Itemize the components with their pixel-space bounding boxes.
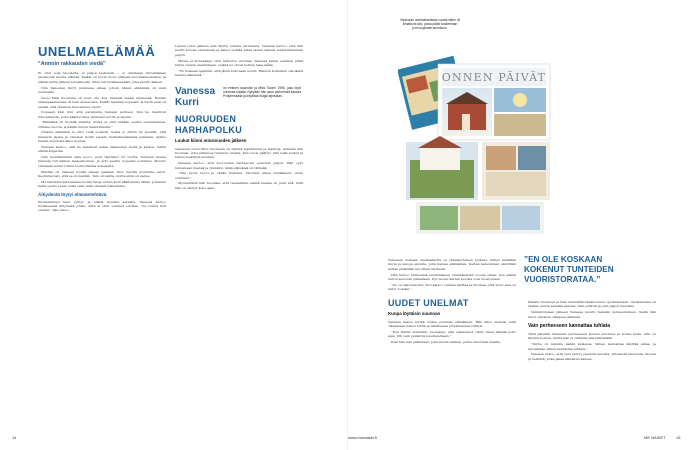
paragraph: Palasin Suomeen ja hain ammattikorkeakouluun opiskelemaan. Opiskeluaika oli raskas, mutta samalla antoisa. Sain ystäviä ja opin paljon itsestäni. [528, 300, 656, 309]
paragraph: Valmistumisen jälkeen Vanessa muutti takaisin kotiseudulleen. Siellä hän tunsi olevansa oikeassa paikassa. [528, 310, 656, 319]
paragraph: ”Perhe on minulle kaikki kaikessa. Siihen kannattaa käyttää aikaa, ja ainoastaan siihen kannattaa tuhlata.” [528, 342, 656, 351]
paragraph: Vuosi Miss Suomena oli juuri ohi, kun Vanessa tapasi miehensä. Heidän ensitapaamisensa oli kuin elokuvasta. Kaikki tapahtui nopeasti, ja hyvin pian oli selvää, että yhteinen tulevaisuus odotti. [38, 95, 166, 109]
paragraph: Omasta elämästä ei ollut vielä puhetta, mutta jo silloin he tiesivät, että haluavat lapsia ja yhteisen kodin jossain rauhallisemmassa paikassa. Ajatus maalle muutosta alkoi kypsyä. [38, 130, 166, 144]
profile-name: Vanessa Kurri [175, 85, 216, 108]
paragraph: Vanessa uskoo, että onni syntyy pienistä asioista: yhteisistä aterioista, illoista ja hetkistä, jotka jakaa läheisten kanssa. [528, 352, 656, 361]
paragraph: Me kävimme katsomassa monia taloja ennen kuin päädyimme tähän. Jokainen kerta opetti jotain uutta siitä, mitä oikeasti halusimme. [38, 179, 166, 189]
page-number-right: 15 [676, 435, 681, 440]
paragraph: ”Kun lähdin etsimään, huomasin, että vastaukset olivat olleet lähellä koko ajan. Piti vain pysähtyä kuuntelemaan.” [388, 329, 516, 339]
paragraph: Vanessan vuosi Miss Suomena oli täynnä tapahtumia ja matkoja. Samalla hän huomasi, ettei julkisuus tuntunut omalta. Kun vuosi päättyi, hän sulki luukut ja halusi keskittyä muuhun. [175, 146, 303, 160]
magazine-name: ME NAISET [644, 435, 666, 440]
paragraph: Ensimmäinen lapsi syntyi, ja elämä muuttui kerralla. Vanessa kertoo löytäneensä äitiydestä jotain, mitä ei ollut osannut odottaa. ”Se tuntui heti omalta”, hän sanoo. [38, 199, 166, 213]
paragraph: Meidän oli vaikeaa löytää oikeaa paikkaa. Kun lopulta löysimme talon, tiesimme heti, että se oli meidän. Talo oli vanha, mutta siinä oli sielua. [38, 169, 166, 179]
paragraph: Lasten tulon jälkeen arki täyttyi uusista rutiineista. Vanessa kertoo, että hän nautti kotona olemisesta ja halusi viettää aikaa lasten kanssa mahdollisimman paljon. [175, 44, 303, 57]
section-subtitle-2: Luukut kiinni missivuoden jälkeen [175, 137, 247, 143]
paragraph: ”En koskaan ajatellut, että jäisin kokonaan kotiin. Halusin kuitenkin olla läsnä lasteni elämässä.” [175, 68, 303, 78]
paragraph: Vanessan mukaan unelmakartta on yksinkertainen työkalu. Siihen kerätään kuvia ja sanoja asioista, joita haluaa elämäänsä. Kartan katsominen päivittäin auttaa pitämään tavoitteet mielessä. [388, 258, 516, 271]
left-column-1 [38, 44, 166, 214]
paragraph: Vanessa halusi löytää uuden suunnan elämälleen. Hän alkoi miettiä, mitä oikeastaan halusi tehdä ja millaisessa ympäristössä viihtyä. [388, 319, 516, 328]
dream-board-photo [398, 42, 558, 242]
section-subtitle-3: Kunpa löytäisin suunnan [388, 310, 441, 316]
board-title: ONNEN PÄIVÄT [441, 71, 547, 84]
paragraph: Niin Vanessan Kurri muistelee aikaa, jolloin hänen elämänsä oli vielä suunnattu. [38, 85, 166, 94]
profile-bio: on entinen kaunotar ja Miss Suomi 1995, joka löysi onnensa maalta. Nykyään hän asuu perheensä kanssa Pohjanmaalla ja kirjoittaa blogia arjestaan. [223, 85, 301, 98]
pull-quote: ”EN OLE KOSKAAN KOKENUT TUNTEIDEN VUORISTORATAA.” [524, 255, 614, 284]
section-title-4: Vain perheeseen kannattaa tuhlata [528, 323, 610, 329]
paragraph: ”Se on uskomatonta, kun katsoo vanhaa karttaa ja huomaa, että moni asia on tullut todeksi.” [388, 282, 516, 292]
paragraph: Vanessa kertoo, että nuoruuden harhapolut opettivat paljon. Hän oppi tuntemaan itsensä ja ymmärsi, mikä elämässä on tärkeää. [175, 161, 303, 170]
section-subtitle: “Annoin rakkauden viedä” [38, 61, 106, 67]
paragraph: Olin tavallisemmin aika nuori, juuri täyttänyt 23 vuotta. Suhteen alussa minusta tuli kaiken tasapainoinen, ja arki asettui nopeasti uomiinsa. Muutto yhteiseen kotiin tuntui luonnolliselta askeleelta. [38, 155, 166, 168]
right-column-3 [388, 258, 516, 345]
section-title-2: NUORUUDEN HARHAPOLKU [175, 113, 242, 135]
paragraph: Nopeasti kävi ilmi, että pariskunta haluaisi perheen. Kun he miettivät tulevaisuutta, puhe kääntyi aina yhteiseen kotiin ja lapsiin. [38, 110, 166, 119]
paragraph: Pian hän teki päätöksen, joka muutti kaiken: perhe muuttaisi maalle. [391, 339, 501, 344]
paragraph: Myöhemmin hän huomasi, että rauhallinen elämä maalla oli juuri sitä, mitä hän oli etsinyt koko ajan. [175, 181, 303, 190]
dream-board-image [398, 42, 558, 242]
right-page [348, 0, 696, 450]
website: www.menaiset.fi [348, 435, 377, 440]
page-number-left: 14 [12, 435, 17, 440]
paragraph: Hän kertoo tehneensä ensimmäisen unelmakartan vuosia sitten, kun elämä tuntui seisovan paikallaan. Nyt monet kartan kuvista ovat toteutuneet. [388, 272, 516, 281]
paragraph: ”Olin hyvin nuori ja vähän hukassa. Tarvitsin aikaa löytääkseni oman suuntani.” [175, 171, 303, 180]
photo-caption: Vanessan unelmakartassa vuosia sitten oli liimattuna talo, jossa pääsi koskemaan juuri sopivasti aurinkoon. [400, 18, 461, 31]
paragraph: Vanessa kertoo, että he halusivat antaa rakkauden viedä ja katsoa, mihin elämä kuljettaa. [38, 144, 166, 154]
section-title: UNELMAELÄMÄÄ [38, 44, 156, 59]
subheading: Äitiydestä löytyi elämäntehtävä [38, 191, 107, 197]
section-title-3: UUDET UNELMAT [388, 297, 469, 308]
profile-box [175, 86, 303, 108]
paragraph: Ei ollut noja tavoitelta, ei paljoa kielteisiä — ei ollenkaan tarvettakaan unelmoida muuta elämää. Kaikki oli hyvin myös pitkissä suoranaisuuksissa, ja elämä tuntui jälleen turvalliselta. Siten tuli hiukkaseenkin, joka muutti kaiken. [38, 71, 166, 84]
paragraph: ”Elämästä oli hyvällä mallilla, mutta ei ollut mitään suurta suunnitelmaa. Olimme nuoria, ja kaikki tuntui mahdolliselta.” [38, 120, 166, 129]
right-column-4 [528, 300, 656, 362]
paragraph: Muuta ei kuitenkaan ollut tarkoitus unohtaa. Vanessa halusi edelleen pitää kiinni omista unelmistaan, vaikka ne olivat hetken taka-alalla. [175, 58, 303, 67]
paragraph: Tänä päivänä Vanessan perheeseen kuuluu aviomies ja kolme lasta. Arki on täynnä touhua, mutta hän ei vaihtaisi sitä mihinkään. [528, 332, 656, 341]
left-column-2 [175, 44, 303, 191]
